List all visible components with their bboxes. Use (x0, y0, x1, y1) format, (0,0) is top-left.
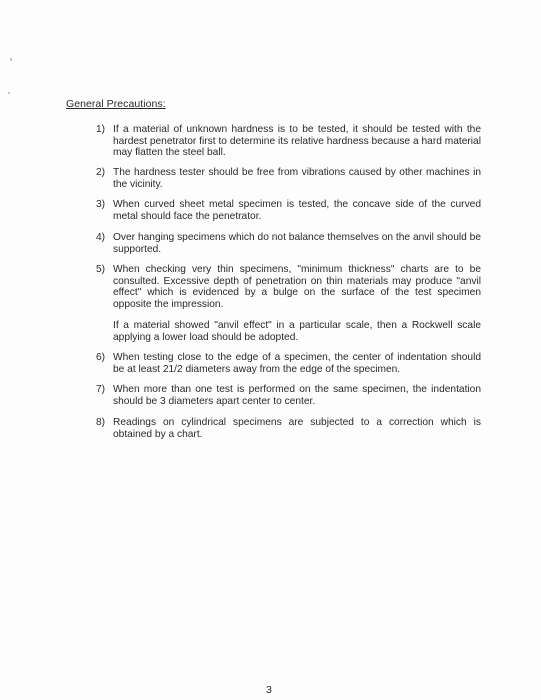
list-item-text: When curved sheet metal specimen is tested, the concave side of the curved metal should face the penetrator. (113, 199, 481, 222)
list-item-text: When testing close to the edge of a specimen, the center of indentation should be at least 21/2 diameters away from the edge of the specimen. (113, 352, 481, 375)
section-heading: General Precautions: (66, 98, 166, 110)
list-item (96, 124, 481, 159)
list-item-text: The hardness tester should be free from vibrations caused by other machines in the vicinity. (113, 167, 481, 190)
list-item-text: Readings on cylindrical specimens are subjected to a correction which is obtained by a chart. (113, 417, 481, 440)
list-item-number: 7) (96, 384, 106, 395)
list-item (96, 232, 481, 255)
list-item-number: 8) (96, 417, 106, 428)
list-item-text: When more than one test is performed on the same specimen, the indentation should be 3 diameters apart center to center. (113, 384, 481, 407)
list-item (96, 167, 481, 190)
list-item-number: 5) (96, 264, 106, 275)
list-item-number: 1) (96, 124, 106, 135)
list-item (96, 384, 481, 407)
list-item-text: If a material of unknown hardness is to be tested, it should be tested with the hardest penetrator first to determine its relative hardness because a hard material may flatten the steel ball. (113, 124, 481, 159)
list-item (96, 264, 481, 310)
list-item-text: When checking very thin specimens, "minimum thickness" charts are to be consulted. Excessive depth of penetration on thin materials may produce "anvil effect" which is evidenced by a bulge on the surface of the test specimen opposite the impression. (113, 264, 481, 310)
list-item-number: 2) (96, 167, 106, 178)
list-item (96, 352, 481, 375)
list-item-number: 3) (96, 199, 106, 210)
list-item (96, 199, 481, 222)
list-item-number: 6) (96, 352, 106, 363)
page-number: 3 (266, 684, 272, 696)
list-item-number: 4) (96, 232, 106, 243)
list-item-text: Over hanging specimens which do not balance themselves on the anvil should be supported. (113, 232, 481, 255)
list-item-continuation: If a material showed "anvil effect" in a particular scale, then a Rockwell scale applying a lower load should be adopted. (113, 320, 481, 343)
scan-speck (10, 58, 12, 61)
list-item (96, 417, 481, 440)
scan-speck (8, 92, 10, 94)
